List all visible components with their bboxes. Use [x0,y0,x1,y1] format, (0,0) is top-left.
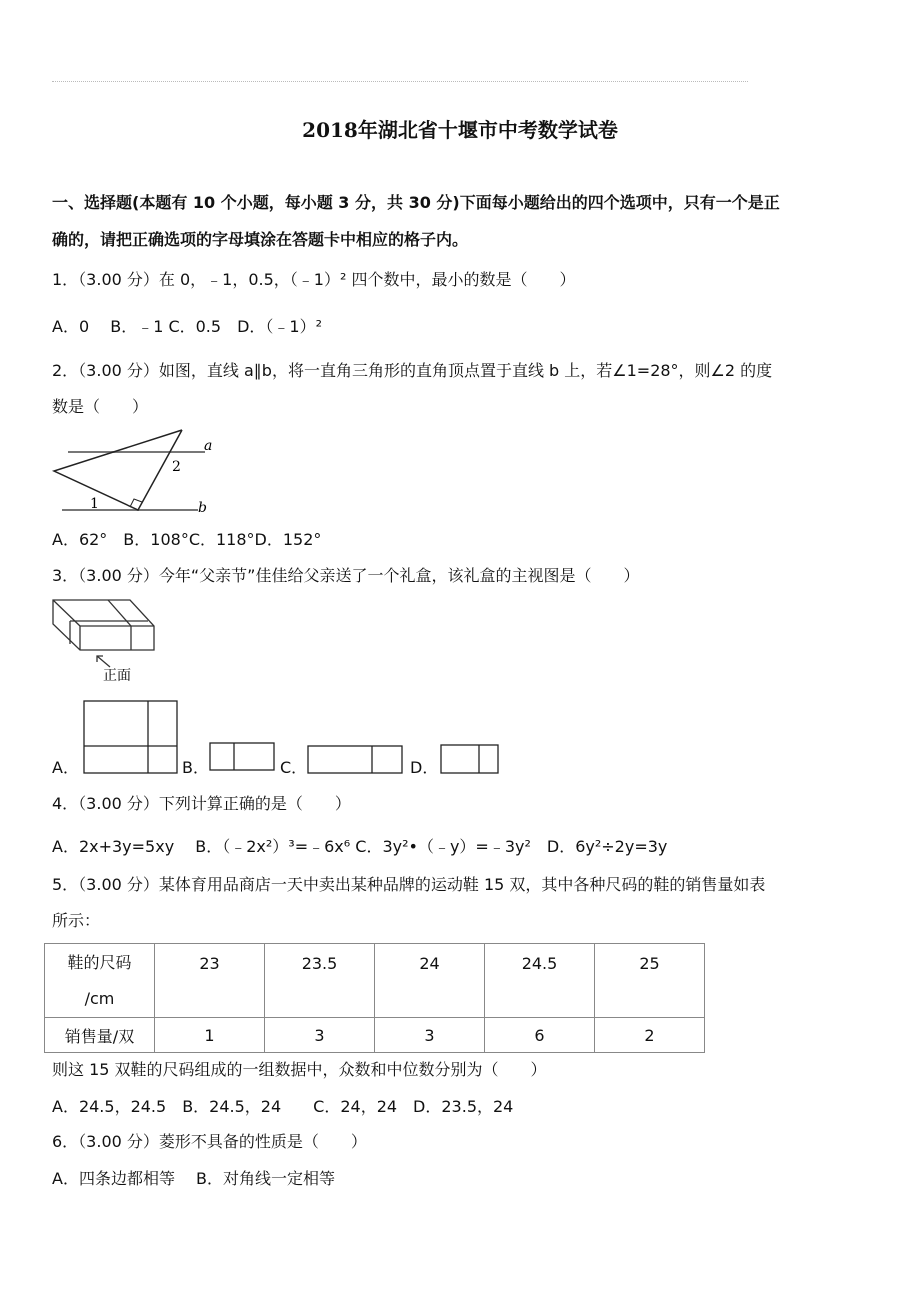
size-cell: 24.5 [485,944,595,1018]
q5-stem: 5．（3.00 分）某体育用品商店一天中卖出某种品牌的运动鞋 15 双，其中各种尺码的鞋的销售量如表 [52,875,766,894]
q5-stem-cont: 所示： [52,911,101,930]
line-b-label: b [198,500,207,516]
q3-option-d-figure [440,744,499,774]
front-label: 正面 [103,668,131,684]
section-heading-cont: 确的，请把正确选项的字母填涂在答题卡中相应的格子内。 [52,230,469,249]
q5-options: A．24.5，24.5 B．24.5，24 C．24，24 D．23.5，24 [52,1097,514,1116]
q3-gift-box-figure [40,590,170,690]
header-divider [52,81,748,82]
q4-stem: 4．（3.00 分）下列计算正确的是（ ） [52,794,351,813]
q2-stem-cont: 数是（ ） [52,397,149,416]
size-cell: 24 [375,944,485,1018]
line-a-label: a [204,438,213,454]
q3-option-c-figure [307,745,403,774]
q6-options: A．四条边都相等 B．对角线一定相等 [52,1169,336,1188]
q2-figure [40,420,240,520]
q3-option-d-label: D． [410,758,439,777]
angle-1-label: 1 [90,496,99,512]
size-cell: 23.5 [265,944,375,1018]
q3-option-b-figure [209,742,275,771]
size-header-line1: 鞋的尺码 [67,952,132,972]
q2-options: A．62° B．108°C．118°D．152° [52,530,322,549]
q4-options: A．2x+3y=5xy B．（﹣2x²）³=﹣6x⁶ C．3y²•（﹣y）=﹣3y² D．6y²÷2y=3y [52,837,668,856]
q6-stem: 6．（3.00 分）菱形不具备的性质是（ ） [52,1132,367,1151]
sales-header: 销售量/双 [45,1018,155,1053]
sales-cell: 2 [595,1018,705,1053]
sales-cell: 3 [265,1018,375,1053]
table-row [45,1018,705,1053]
q3-option-a-label: A． [52,758,79,777]
q1-stem: 1．（3.00 分）在 0，﹣1，0.5，（﹣1）² 四个数中，最小的数是（ ） [52,270,576,289]
shoe-sales-table [44,943,705,1053]
q3-option-a-figure [83,700,178,775]
q1-options: A．0 B．﹣1 C．0.5 D．（﹣1）² [52,317,322,336]
q5-question: 则这 15 双鞋的尺码组成的一组数据中，众数和中位数分别为（ ） [52,1060,547,1079]
size-header [45,944,155,1018]
page-title: 2018年湖北省十堰市中考数学试卷 [302,118,618,142]
table-row [45,944,705,1018]
section-heading: 一、选择题(本题有 10 个小题，每小题 3 分，共 30 分)下面每小题给出的四个选项中，只有一个是正 [52,193,780,212]
q3-stem: 3．（3.00 分）今年“父亲节”佳佳给父亲送了一个礼盒，该礼盒的主视图是（ ） [52,566,640,585]
sales-cell: 6 [485,1018,595,1053]
size-cell: 23 [155,944,265,1018]
size-header-line2: /cm [84,988,115,1008]
q3-option-c-label: C． [280,758,308,777]
sales-cell: 3 [375,1018,485,1053]
size-cell: 25 [595,944,705,1018]
q2-stem: 2．（3.00 分）如图，直线 a∥b，将一直角三角形的直角顶点置于直线 b 上，若∠1=28°，则∠2 的度 [52,361,773,380]
angle-2-label: 2 [172,459,181,475]
sales-cell: 1 [155,1018,265,1053]
q3-option-b-label: B． [182,758,209,777]
